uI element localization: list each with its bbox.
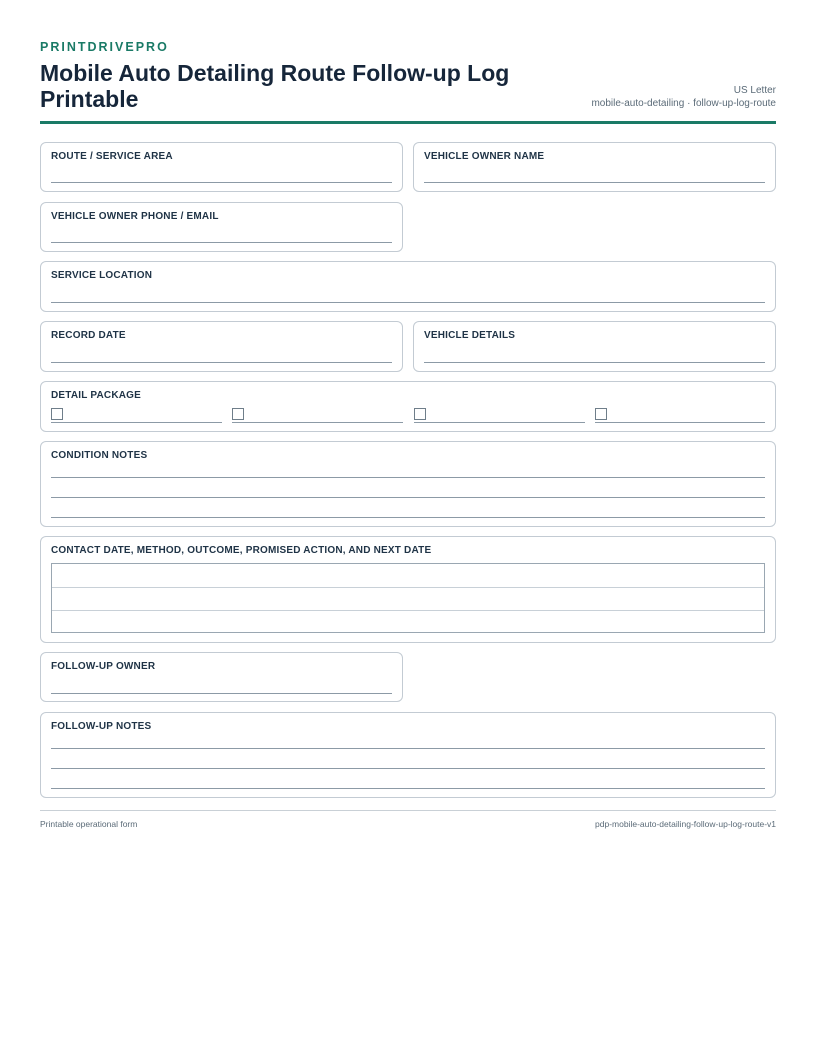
condition-notes-line-1[interactable]	[51, 477, 765, 478]
package-option-1[interactable]	[51, 408, 222, 422]
package-option-4[interactable]	[595, 408, 765, 422]
detail-package-label: DETAIL PACKAGE	[51, 390, 142, 401]
document-slug: mobile-auto-detailing · follow-up-log-route	[591, 98, 776, 109]
footer-right: pdp-mobile-auto-detailing-follow-up-log-route-v1	[595, 819, 776, 829]
followup-owner-write-line[interactable]	[51, 693, 392, 694]
followup-notes-label: FOLLOW-UP NOTES	[51, 721, 152, 732]
route-field[interactable]	[40, 142, 403, 192]
table-row-divider	[52, 610, 764, 611]
page-title: Mobile Auto Detailing Route Follow-up Log Printable	[40, 60, 510, 112]
service-location-label: SERVICE LOCATION	[51, 270, 153, 281]
table-row-divider	[52, 587, 764, 588]
condition-notes-label: CONDITION NOTES	[51, 450, 148, 461]
condition-notes-field[interactable]	[40, 441, 776, 527]
package-option-3[interactable]	[414, 408, 585, 422]
paper-size: US Letter	[733, 85, 776, 96]
option-write-line[interactable]	[232, 422, 403, 423]
package-option-2[interactable]	[232, 408, 403, 422]
option-write-line[interactable]	[595, 422, 765, 423]
followup-notes-line-1[interactable]	[51, 748, 765, 749]
followup-owner-field[interactable]	[40, 652, 403, 702]
owner-name-field[interactable]	[413, 142, 776, 192]
vehicle-details-write-line[interactable]	[424, 362, 765, 363]
route-write-line[interactable]	[51, 182, 392, 183]
footer-left: Printable operational form	[40, 819, 138, 829]
condition-notes-line-3[interactable]	[51, 517, 765, 518]
option-write-line[interactable]	[51, 422, 222, 423]
contact-log-label: CONTACT DATE, METHOD, OUTCOME, PROMISED ACTION, AND NEXT DATE	[51, 545, 432, 556]
route-label: ROUTE / SERVICE AREA	[51, 151, 173, 162]
contact-log-table[interactable]	[51, 563, 765, 633]
contact-log-field	[40, 536, 776, 643]
vehicle-details-label: VEHICLE DETAILS	[424, 330, 516, 341]
checkbox[interactable]	[595, 408, 607, 420]
record-date-write-line[interactable]	[51, 362, 392, 363]
vehicle-details-field[interactable]	[413, 321, 776, 372]
owner-contact-field[interactable]	[40, 202, 403, 252]
record-date-field[interactable]	[40, 321, 403, 372]
detail-package-field	[40, 381, 776, 432]
owner-name-write-line[interactable]	[424, 182, 765, 183]
owner-contact-write-line[interactable]	[51, 242, 392, 243]
record-date-label: RECORD DATE	[51, 330, 126, 341]
service-location-write-line[interactable]	[51, 302, 765, 303]
followup-notes-line-2[interactable]	[51, 768, 765, 769]
owner-name-label: VEHICLE OWNER NAME	[424, 151, 545, 162]
owner-contact-label: VEHICLE OWNER PHONE / EMAIL	[51, 211, 219, 222]
header-divider	[40, 121, 776, 124]
checkbox[interactable]	[51, 408, 63, 420]
condition-notes-line-2[interactable]	[51, 497, 765, 498]
option-write-line[interactable]	[414, 422, 585, 423]
service-location-field[interactable]	[40, 261, 776, 312]
followup-notes-field[interactable]	[40, 712, 776, 798]
followup-notes-line-3[interactable]	[51, 788, 765, 789]
checkbox[interactable]	[414, 408, 426, 420]
footer-divider	[40, 810, 776, 811]
brand-name: PRINTDRIVEPRO	[40, 40, 169, 54]
followup-owner-label: FOLLOW-UP OWNER	[51, 661, 156, 672]
checkbox[interactable]	[232, 408, 244, 420]
document-meta	[591, 84, 776, 110]
